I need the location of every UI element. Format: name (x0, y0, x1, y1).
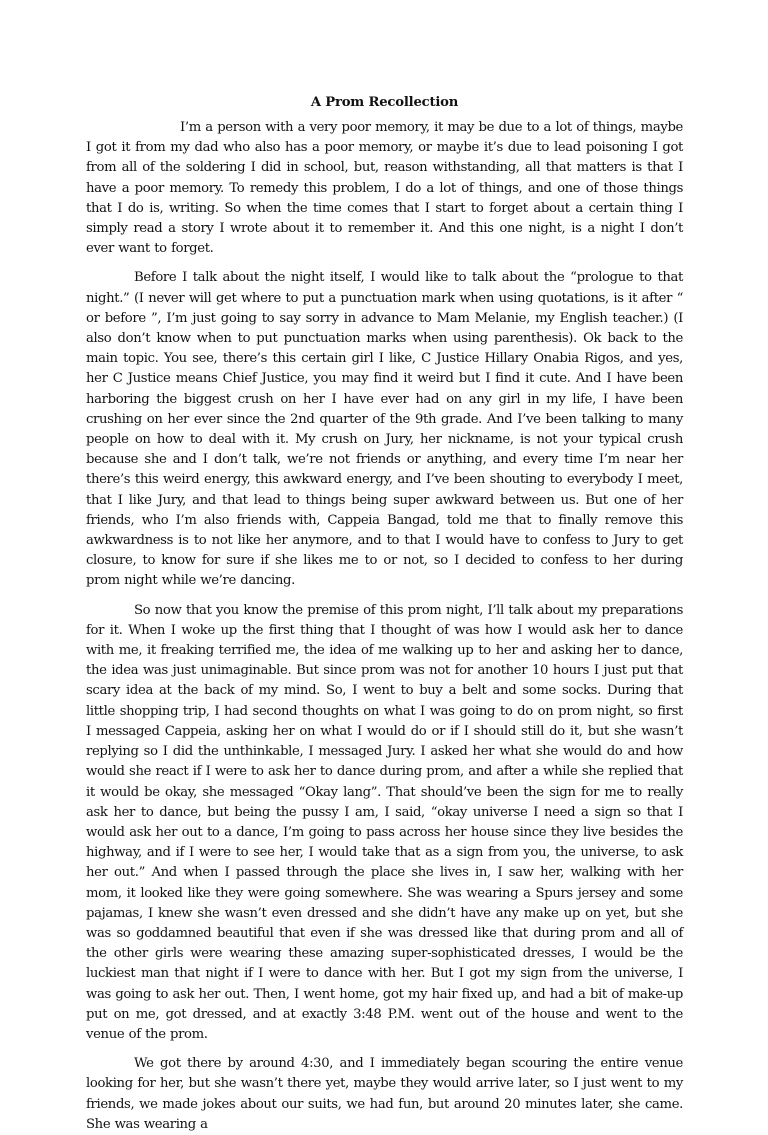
paragraph: So now that you know the premise of this prom night, I’ll talk about my preparations for it. When I woke up the first thing that I thought of was how I would ask her to dance with me, it freaking terrified me, the idea of me walking up to her and asking her to dance, the idea was just unimaginable. But since prom was not for another 10 hours I just put that scary idea at the back of my mind. So, I went to buy a belt and some socks. During that little shopping trip, I had second thoughts on what I was going to do on prom night, so first I messaged Cappeia, asking her on what I would do or if I should still do it, but she wasn’t replying so I did the unthinkable, I messaged Jury. I asked her what she would do and how would she react if I were to ask her to dance during prom, and after a while she replied that it would be okay, she messaged “Okay lang”. That should’ve been the sign for me to really ask her to dance, but being the pussy I am, I said, “okay universe I need a sign so that I would ask her out to a dance, I’m going to pass across her house since they live besides the highway, and if I were to see her, I would take that as a sign from you, the universe, to ask her out.” And when I passed through the place she lives in, I saw her, walking with her mom, it looked like they were going somewhere. She was wearing a Spurs jersey and some pajamas, I knew she wasn’t even dressed and she didn’t have any make up on yet, but she was so goddamned beautiful that even if she was dressed like that during prom and all of the other girls were wearing these amazing super-sophisticated dresses, I would be the luckiest man that night if I were to dance with her. But I got my sign from the universe, I was going to ask her out. Then, I went home, got my hair fixed up, and had a bit of make-up put on me, got dressed, and at exactly 3:48 P.M. went out of the house and went to the venue of the prom. (86, 602, 683, 1042)
paragraph: I’m a person with a very poor memory, it may be due to a lot of things, maybe I got it from my dad who also has a poor memory, or maybe it’s due to lead poisoning I got from all of the soldering I did in school, but, reason withstanding, all that matters is that I have a poor memory. To remedy this problem, I do a lot of things, and one of those things that I do is, writing. So when the time comes that I start to forget about a certain thing I simply read a story I wrote about it to remember it. And this one night, is a night I don’t ever want to forget. (86, 120, 683, 257)
document-title: A Prom Recollection (310, 95, 459, 110)
paragraph: Before I talk about the night itself, I would like to talk about the “prologue to that night.” (I never will get where to put a punctuation mark when using quotations, is it after “ or before ”, I’m just going to say sorry in advance to Mam Melanie, my English teacher.) (I also don’t know when to put punctuation marks when using parenthesis). Ok back to the main topic. You see, there’s this certain girl I like, C Justice Hillary Onabia Rigos, and yes, her C Justice means Chief Justice, you may find it weird but I find it cute. And I have been harboring the biggest crush on her I have ever had on any girl in my life, I have been crushing on her ever since the 2nd quarter of the 9th grade. And I’ve been talking to many people on how to deal with it. My crush on Jury, her nickname, is not your typical crush because she and I don’t talk, we’re not friends or anything, and every time I’m near her there’s this weird energy, this awkward energy, and I’ve been shouting to everybody I meet, that I like Jury, and that lead to things being super awkward between us. But one of her friends, who I’m also friends with, Cappeia Bangad, told me that to finally remove this awkwardness is to not like her anymore, and to that I would have to confess to Jury to get closure, to know for sure if she likes me to or not, so I decided to confess to her during prom night while we’re dancing. (86, 270, 683, 589)
paragraph: We got there by around 4:30, and I immediately began scouring the entire venue looking for her, but she wasn’t there yet, maybe they would arrive later, so I just went to my friends, we made jokes about our suits, we had fun, but around 20 minutes later, she came. She was wearing a (86, 1056, 683, 1132)
